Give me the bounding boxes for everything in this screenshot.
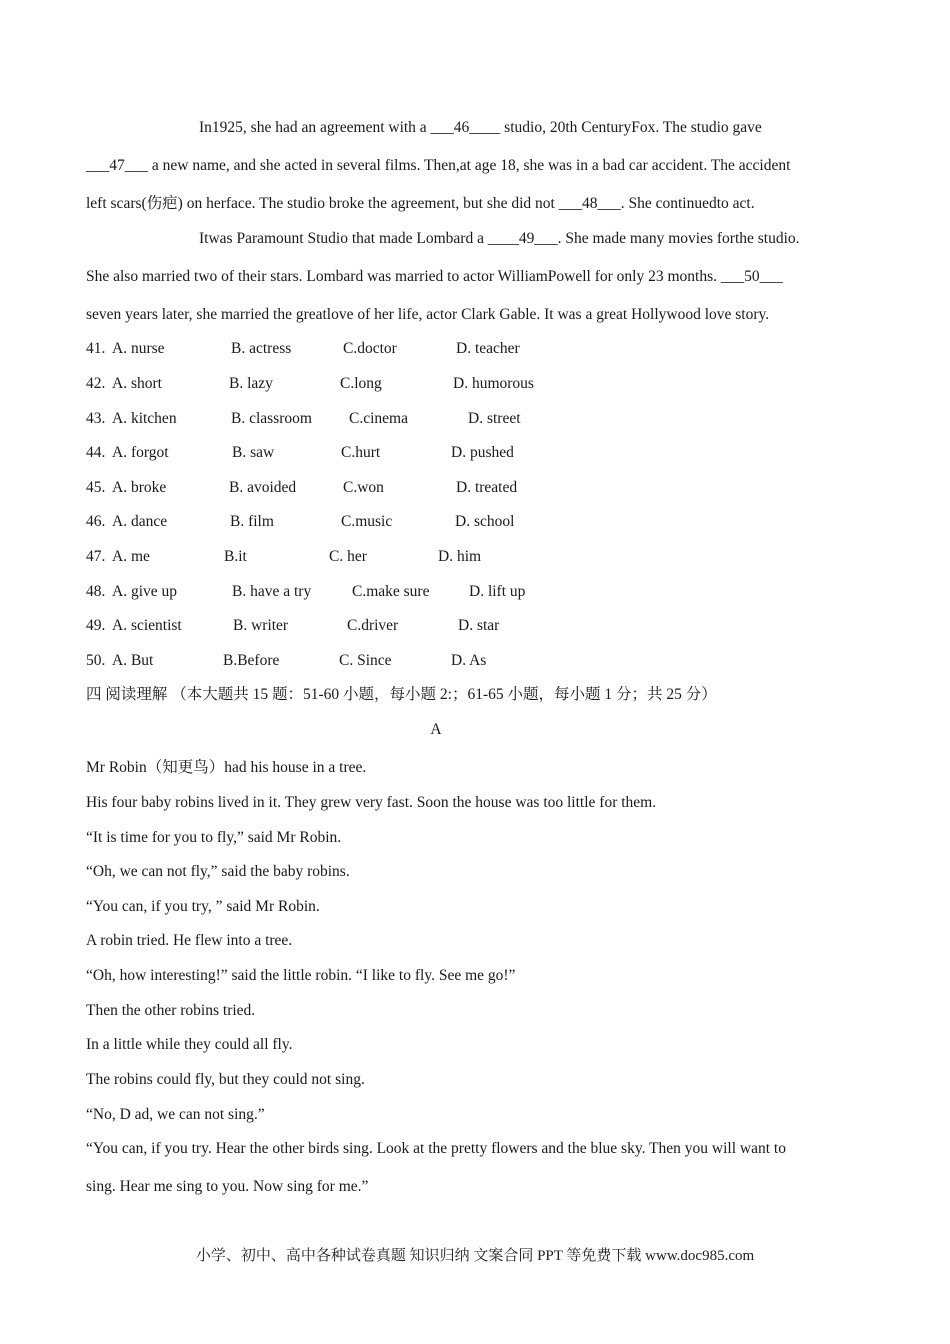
option-a: A. scientist bbox=[112, 617, 182, 634]
passage-line: seven years later, she married the greatlove of her life, actor Clark Gable. It was a great Hollywood love story. bbox=[86, 306, 770, 323]
option-b: B.it bbox=[224, 548, 247, 565]
option-a: A. nurse bbox=[112, 340, 165, 357]
passage-line: left scars(伤疤) on herface. The studio broke the agreement, but she did not ___48___. She continuedto act. bbox=[86, 195, 755, 212]
story-line: In a little while they could all fly. bbox=[86, 1036, 293, 1053]
option-a: A. broke bbox=[112, 479, 167, 496]
option-d: D. star bbox=[458, 617, 500, 634]
option-c: C.cinema bbox=[349, 410, 408, 427]
option-b: B. have a try bbox=[232, 583, 312, 600]
story-line: “It is time for you to fly,” said Mr Robin. bbox=[86, 829, 342, 846]
option-c: C.make sure bbox=[352, 583, 430, 600]
story-line: “No, D ad, we can not sing.” bbox=[86, 1106, 265, 1123]
option-a: A. dance bbox=[112, 513, 168, 530]
option-a: A. kitchen bbox=[112, 410, 177, 427]
option-c: C.driver bbox=[347, 617, 399, 634]
option-d: D. teacher bbox=[456, 340, 520, 357]
passage-line: She also married two of their stars. Lombard was married to actor WilliamPowell for only 23 months. ___50___ bbox=[86, 268, 783, 285]
option-b: B. writer bbox=[233, 617, 289, 634]
option-b: B. lazy bbox=[229, 375, 273, 392]
option-c: C. Since bbox=[339, 652, 392, 669]
option-d: D. humorous bbox=[453, 375, 534, 392]
story-line: Then the other robins tried. bbox=[86, 1002, 256, 1019]
option-b: B. film bbox=[230, 513, 274, 530]
story-line: “Oh, we can not fly,” said the baby robins. bbox=[86, 863, 350, 880]
part-label: A bbox=[430, 721, 442, 738]
story-line: A robin tried. He flew into a tree. bbox=[86, 932, 293, 949]
question-number: 46. bbox=[86, 513, 106, 530]
question-number: 43. bbox=[86, 410, 106, 427]
option-b: B. avoided bbox=[229, 479, 297, 496]
option-d: D. As bbox=[451, 652, 487, 669]
question-number: 50. bbox=[86, 652, 106, 669]
story-line: His four baby robins lived in it. They grew very fast. Soon the house was too little for them. bbox=[86, 794, 657, 811]
question-number: 47. bbox=[86, 548, 106, 565]
question-number: 42. bbox=[86, 375, 106, 392]
option-a: A. forgot bbox=[112, 444, 169, 461]
story-line: “You can, if you try, ” said Mr Robin. bbox=[86, 898, 320, 915]
question-number: 45. bbox=[86, 479, 106, 496]
option-a: A. But bbox=[112, 652, 154, 669]
option-c: C.hurt bbox=[341, 444, 381, 461]
option-c: C.long bbox=[340, 375, 382, 392]
story-line: “You can, if you try. Hear the other birds sing. Look at the pretty flowers and the blue sky. Then you will want to bbox=[86, 1140, 786, 1157]
option-b: B.Before bbox=[223, 652, 280, 669]
option-a: A. give up bbox=[112, 583, 178, 600]
option-d: D. lift up bbox=[469, 583, 526, 600]
option-a: A. short bbox=[112, 375, 162, 392]
page-footer: 小学、初中、高中各种试卷真题 知识归纳 文案合同 PPT 等免费下载 www.doc985.com bbox=[195, 1248, 755, 1264]
option-d: D. street bbox=[468, 410, 521, 427]
option-d: D. pushed bbox=[451, 444, 514, 461]
question-number: 49. bbox=[86, 617, 106, 634]
option-c: C.doctor bbox=[343, 340, 397, 357]
option-b: B. saw bbox=[232, 444, 275, 461]
option-b: B. actress bbox=[231, 340, 292, 357]
option-d: D. treated bbox=[456, 479, 518, 496]
passage-line: In1925, she had an agreement with a ___46____ studio, 20th CenturyFox. The studio gave bbox=[199, 119, 762, 136]
story-line: sing. Hear me sing to you. Now sing for me.” bbox=[86, 1178, 369, 1195]
option-d: D. him bbox=[438, 548, 482, 565]
option-b: B. classroom bbox=[231, 410, 312, 427]
question-number: 48. bbox=[86, 583, 106, 600]
option-c: C.won bbox=[343, 479, 384, 496]
option-c: C. her bbox=[329, 548, 367, 565]
passage-line: Itwas Paramount Studio that made Lombard a ____49___. She made many movies forthe studio. bbox=[199, 230, 800, 247]
story-line: The robins could fly, but they could not sing. bbox=[86, 1071, 365, 1088]
question-number: 41. bbox=[86, 340, 106, 357]
story-line: Mr Robin（知更鸟）had his house in a tree. bbox=[86, 759, 367, 776]
story-line: “Oh, how interesting!” said the little robin. “I like to fly. See me go!” bbox=[86, 967, 516, 984]
option-c: C.music bbox=[341, 513, 393, 530]
section-heading: 四 阅读理解 （本大题共 15 题：51-60 小题，每小题 2:；61-65 小题，每小题 1 分；共 25 分） bbox=[86, 686, 717, 703]
option-d: D. school bbox=[455, 513, 515, 530]
question-number: 44. bbox=[86, 444, 106, 461]
passage-line: ___47___ a new name, and she acted in several films. Then,at age 18, she was in a bad car accident. The accident bbox=[86, 157, 791, 174]
option-a: A. me bbox=[112, 548, 150, 565]
